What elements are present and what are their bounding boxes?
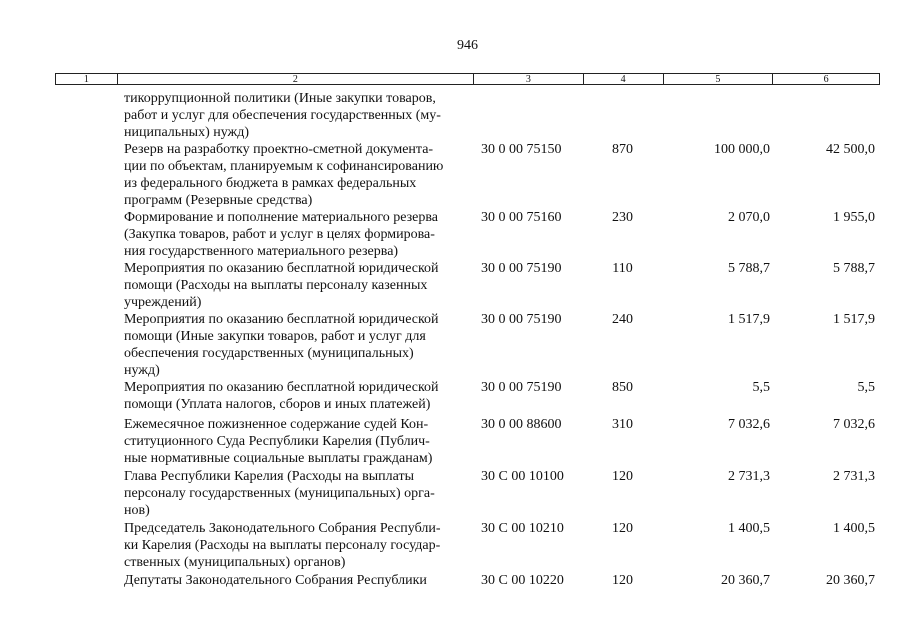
row-description: тикоррупционной политики (Иные закупки товаров, работ и услуг для обеспечения государственных (му- ниципальных) нужд) (124, 91, 441, 140)
row-description: Депутаты Законодательного Собрания Республики (124, 573, 427, 588)
row-target-code: 30 0 00 75190 (481, 380, 562, 395)
row-amount-5: 5 788,7 (728, 261, 770, 276)
row-target-code: 30 С 00 10220 (481, 573, 564, 588)
column-header-5: 5 (664, 74, 774, 84)
row-amount-6: 5 788,7 (833, 261, 875, 276)
column-header-3: 3 (474, 74, 584, 84)
row-amount-5: 100 000,0 (714, 142, 770, 157)
row-expense-type: 120 (612, 573, 633, 588)
row-amount-6: 42 500,0 (826, 142, 875, 157)
row-description: Председатель Законодательного Собрания Республи- ки Карелия (Расходы на выплаты персоналу государ- ственных (муниципальных) органов) (124, 521, 441, 570)
column-header-2: 2 (118, 74, 474, 84)
row-description: Мероприятия по оказанию бесплатной юридической помощи (Иные закупки товаров, работ и услуг для обеспечения государственных (муниципальных) нужд) (124, 312, 439, 378)
row-expense-type: 310 (612, 417, 633, 432)
row-expense-type: 870 (612, 142, 633, 157)
row-amount-6: 20 360,7 (826, 573, 875, 588)
row-amount-6: 1 955,0 (833, 210, 875, 225)
row-description: Мероприятия по оказанию бесплатной юридической помощи (Уплата налогов, сборов и иных платежей) (124, 380, 439, 412)
row-target-code: 30 0 00 75190 (481, 261, 562, 276)
row-target-code: 30 0 00 88600 (481, 417, 562, 432)
page-number: 946 (457, 38, 478, 53)
row-description: Резерв на разработку проектно-сметной документа- ции по объектам, планируемым к софинансированию из федерального бюджета в рамках федеральных программ (Резервные средства) (124, 142, 444, 208)
row-expense-type: 230 (612, 210, 633, 225)
column-header-6: 6 (823, 74, 829, 85)
row-amount-6: 1 517,9 (833, 312, 875, 327)
row-target-code: 30 0 00 75190 (481, 312, 562, 327)
row-amount-5: 20 360,7 (721, 573, 770, 588)
row-amount-5: 5,5 (752, 380, 770, 395)
row-target-code: 30 С 00 10100 (481, 469, 564, 484)
row-expense-type: 110 (612, 261, 633, 276)
row-amount-5: 2 731,3 (728, 469, 770, 484)
column-header-4: 4 (584, 74, 664, 84)
row-amount-5: 1 517,9 (728, 312, 770, 327)
row-amount-5: 7 032,6 (728, 417, 770, 432)
row-amount-6: 7 032,6 (833, 417, 875, 432)
row-target-code: 30 С 00 10210 (481, 521, 564, 536)
row-description: Формирование и пополнение материального резерва (Закупка товаров, работ и услуг в целях формирова- ния государственного материального резерва) (124, 210, 439, 259)
row-description: Глава Республики Карелия (Расходы на выплаты персоналу государственных (муниципальных) орга- нов) (124, 469, 435, 518)
column-header-1: 1 (56, 74, 118, 84)
row-amount-5: 1 400,5 (728, 521, 770, 536)
row-amount-6: 1 400,5 (833, 521, 875, 536)
row-expense-type: 850 (612, 380, 633, 395)
row-amount-6: 5,5 (857, 380, 875, 395)
row-amount-5: 2 070,0 (728, 210, 770, 225)
row-target-code: 30 0 00 75150 (481, 142, 562, 157)
row-expense-type: 120 (612, 469, 633, 484)
row-expense-type: 240 (612, 312, 633, 327)
table-header (55, 73, 880, 85)
row-description: Ежемесячное пожизненное содержание судей Кон- ституционного Суда Республики Карелия (Публич- ные нормативные социальные выплаты гражданам) (124, 417, 433, 466)
row-target-code: 30 0 00 75160 (481, 210, 562, 225)
row-description: Мероприятия по оказанию бесплатной юридической помощи (Расходы на выплаты персоналу казенных учреждений) (124, 261, 439, 310)
row-expense-type: 120 (612, 521, 633, 536)
row-amount-6: 2 731,3 (833, 469, 875, 484)
